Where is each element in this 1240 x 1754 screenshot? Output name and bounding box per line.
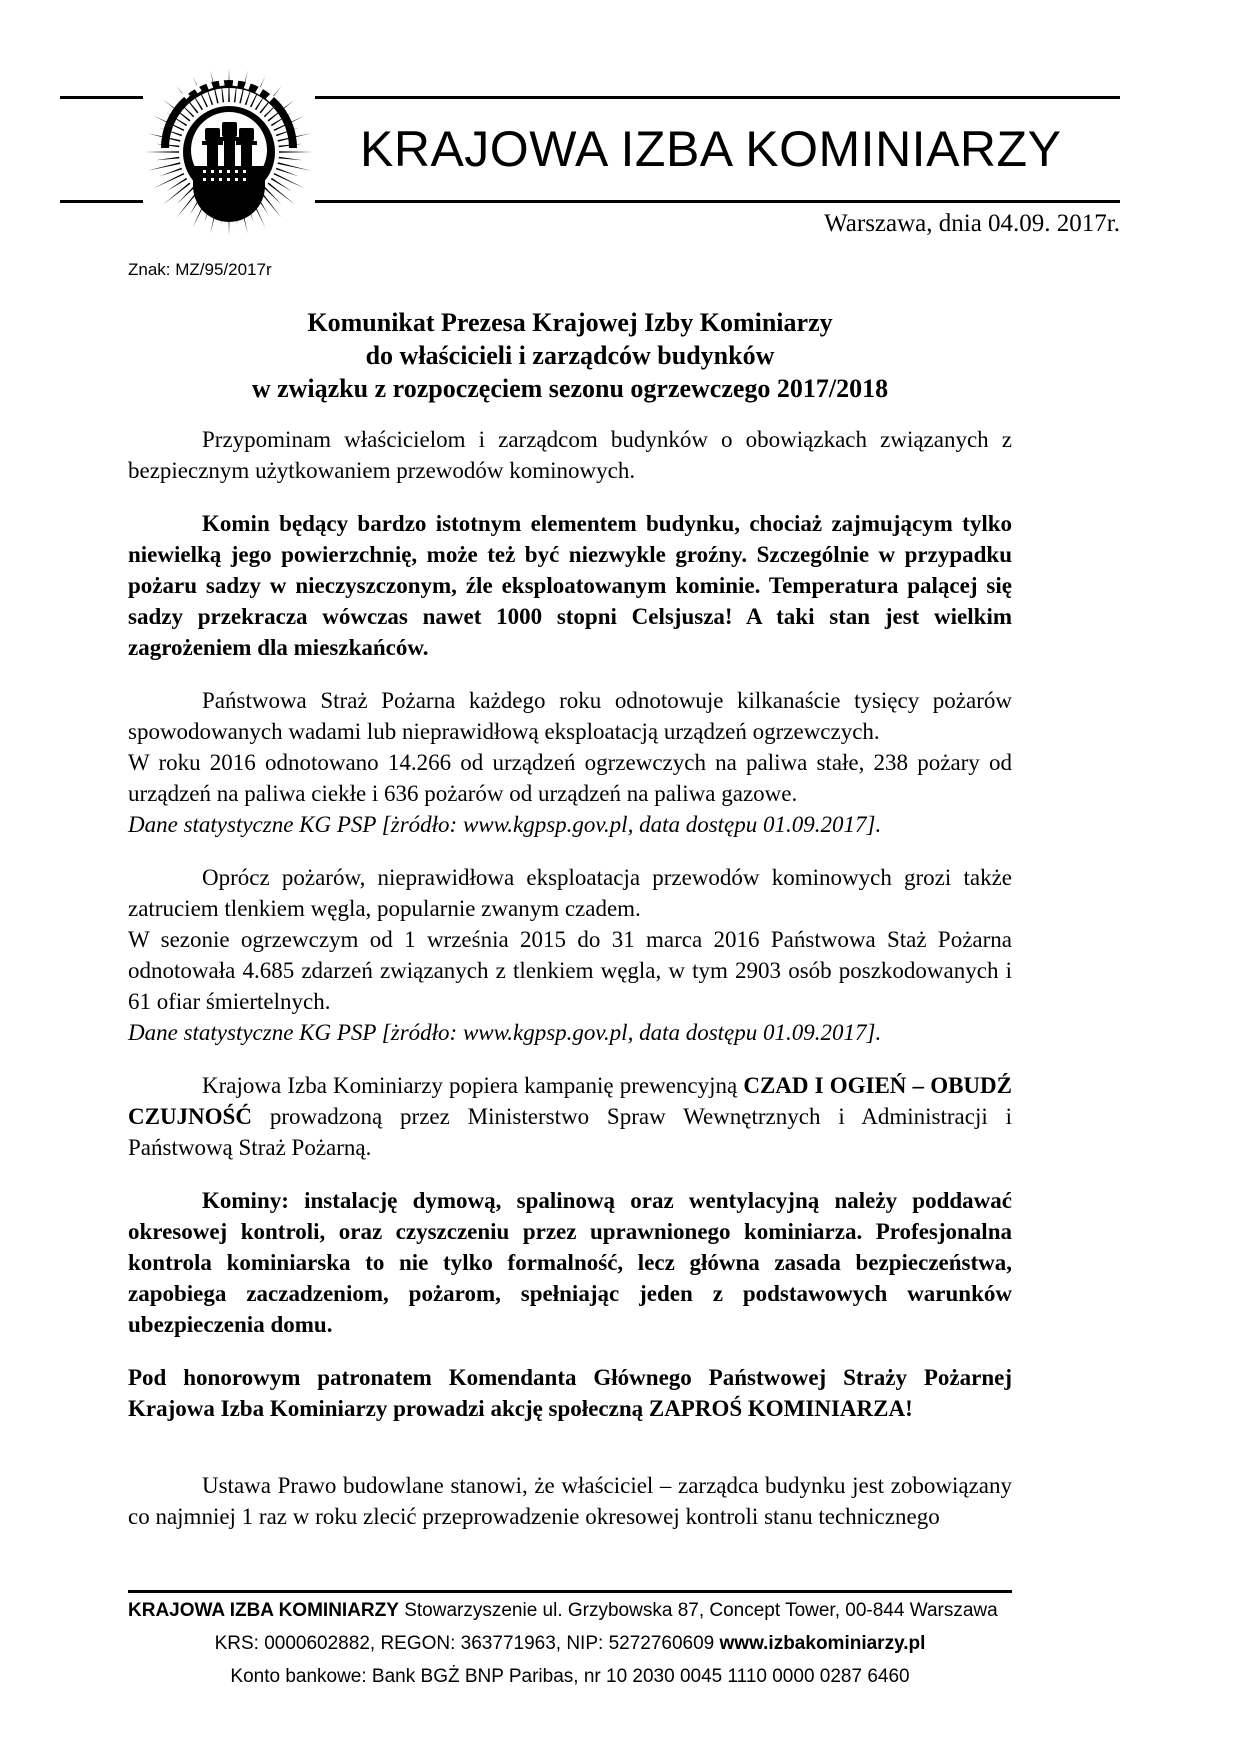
organization-name: KRAJOWA IZBA KOMINIARZY [360,121,1062,177]
paragraph-building-law: Ustawa Prawo budowlane stanowi, że właściciel – zarządca budynku jest zobowiązany co najmniej 1 raz w roku zlecić przeprowadzenie okresowej kontroli stanu technicznego [128,1473,1012,1529]
document-title-line-3: w związku z rozpoczęciem sezonu ogrzewczego 2017/2018 [251,374,889,403]
paragraph-co-season-figures: W sezonie ogrzewczym od 1 września 2015 do 31 marca 2016 Państwowa Staż Pożarna odnotowała 4.685 zdarzeń związanych z tlenkiem węgla, w tym 2903 osób poszkodowanych i 61 ofiar śmiertelnych. [128,927,1012,1014]
document-footer [128,1594,1012,1693]
paragraph-campaign [128,1070,1012,1163]
reference-number: Znak: MZ/95/2017r [128,260,272,279]
paragraph-patronage: Pod honorowym patronatem Komendanta Głównego Państwowej Straży Pożarnej Krajowa Izba Kominiarzy prowadzi akcję społeczną ZAPROŚ KOMINIARZA! [128,1365,1012,1421]
paragraph-2016-fire-figures: W roku 2016 odnotowano 14.266 od urządzeń ogrzewczych na paliwa stałe, 238 pożary od urządzeń na paliwa ciekłe i 636 pożarów od urządzeń na paliwa gazowe. [128,750,1012,806]
paragraph-inspection-duty: Kominy: instalację dymową, spalinową oraz wentylacyjną należy poddawać okresowej kontroli, oraz czyszczeniu przez uprawnionego kominiarza. Profesjonalna kontrola kominiarska to nie tylko formalność, lecz główna zasada bezpieczeństwa, zapobiega zaczadzeniom, pożarom, spełniając jeden z podstawowych warunków ubezpieczenia domu. [128,1188,1012,1337]
source-note-carbon-monoxide: Dane statystyczne KG PSP [żródło: www.kgpsp.gov.pl, data dostępu 01.09.2017]. [128,1020,882,1045]
campaign-text-after: prowadzoną przez Ministerstwo Spraw Wewnętrznych i Administracji i Państwową Straż Pożarną. [128,1104,1012,1160]
document-title-line-1: Komunikat Prezesa Krajowej Izby Kominiarzy [307,308,833,337]
document-title [128,306,1012,405]
footer-address: Stowarzyszenie ul. Grzybowska 87, Concept Tower, 00-844 Warszawa [398,1600,998,1621]
place-and-date: Warszawa, dnia 04.09. 2017r. [824,210,1120,237]
footer-bank-account: Konto bankowe: Bank BGŻ BNP Paribas, nr 10 2030 0045 1110 0000 0287 6460 [230,1666,910,1687]
campaign-name: CZAD I OGIEŃ – OBUDŹ CZUJNOŚĆ [128,1073,1012,1129]
footer-registration-numbers: KRS: 0000602882, REGON: 363771963, NIP: 5272760609 [214,1633,720,1654]
paragraph-chimney-danger: Komin będący bardzo istotnym elementem budynku, chociaż zajmującym tylko niewielką jego powierzchnię, może też być niezwykle groźny. Szczególnie w przypadku pożaru sadzy w nieczyszczonym, źle eksploatowanym kominie. Temperatura palącej się sadzy przekracza wówczas nawet 1000 stopni Celsjusza! A taki stan jest wielkim zagrożeniem dla mieszkańców. [128,511,1012,660]
footer-org-name: KRAJOWA IZBA KOMINIARZY [128,1600,399,1621]
paragraph-fire-service-stats: Państwowa Straż Pożarna każdego roku odnotowuje kilkanaście tysięcy pożarów spowodowanych wadami lub nieprawidłową eksploatacją urządzeń ogrzewczych. [128,688,1012,744]
letterhead [60,78,1120,218]
source-note-fires: Dane statystyczne KG PSP [żródło: www.kgpsp.gov.pl, data dostępu 01.09.2017]. [128,812,882,837]
campaign-text-before: Krajowa Izba Kominiarzy popiera kampanię prewencyjną [202,1073,744,1098]
footer-registration-line [128,1627,1012,1660]
document-title-line-2: do właścicieli i zarządców budynków [365,341,775,370]
footer-rule [128,1590,1012,1593]
chimney-sweep-sunburst-emblem-icon [143,62,315,234]
document-body [128,424,1012,1554]
paragraph-carbon-monoxide: Oprócz pożarów, nieprawidłowa eksploatacja przewodów kominowych grozi także zatruciem tlenkiem węgla, popularnie zwanym czadem. [128,865,1012,921]
footer-website[interactable]: www.izbakominiarzy.pl [719,1633,926,1654]
footer-address-line [128,1594,1012,1627]
paragraph-reminder: Przypominam właścicielom i zarządcom budynków o obowiązkach związanych z bezpiecznym użytkowaniem przewodów kominowych. [128,427,1012,483]
